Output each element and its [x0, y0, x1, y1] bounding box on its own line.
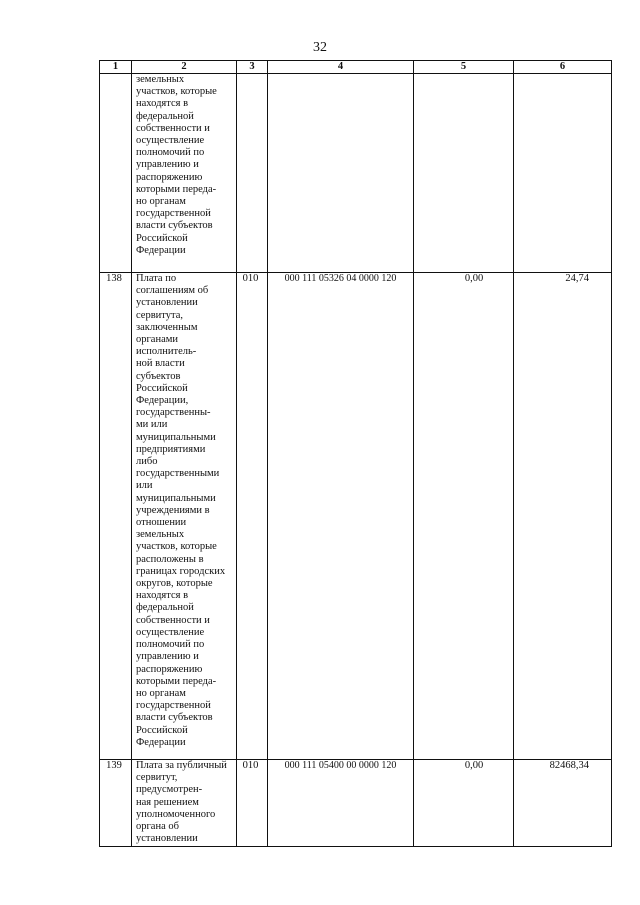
row-budget-code: 000 111 05326 04 0000 120: [268, 273, 414, 760]
row-value-col6: 24,74: [514, 273, 612, 760]
row-value-col6: 82468,34: [514, 760, 612, 847]
row-code-col3: 010: [237, 760, 268, 847]
row-name: земельных участков, которые находятся в федеральной собственности и осуществление полномочий по управлению и распоряжению которыми переда- но органам государственной власти субъектов Российской Федерации: [132, 74, 237, 273]
row-code-col3: [237, 74, 268, 273]
row-number: 138: [100, 273, 132, 760]
revenue-table: [99, 60, 612, 847]
row-number: 139: [100, 760, 132, 847]
table-row: [100, 74, 612, 273]
row-number: [100, 74, 132, 273]
row-value-col5: 0,00: [414, 760, 514, 847]
row-name: Плата по соглашениям об установлении сервитута, заключенным органами исполнитель- ной власти субъектов Российской Федерации, государственны- ми или муниципальными предприятиями либо государственными или муниципальными учреждениями в отношении земельных участков, которые расположены в границах городских округов, которые находятся в федеральной собственности и осуществление полномочий по управлению и распоряжению которыми переда- но органам государственной власти субъектов Российской Федерации: [132, 273, 237, 760]
header-col-6: 6: [514, 61, 612, 74]
row-value-col6: [514, 74, 612, 273]
table-row: [100, 760, 612, 847]
row-budget-code: 000 111 05400 00 0000 120: [268, 760, 414, 847]
header-row: [100, 61, 612, 74]
row-value-col5: [414, 74, 514, 273]
header-col-4: 4: [268, 61, 414, 74]
page-number: 32: [313, 40, 327, 55]
header-col-2: 2: [132, 61, 237, 74]
row-code-col3: 010: [237, 273, 268, 760]
row-name: Плата за публичный сервитут, предусмотрен- ная решением уполномоченного органа об установлении: [132, 760, 237, 847]
row-value-col5: 0,00: [414, 273, 514, 760]
table-row: [100, 273, 612, 760]
header-col-1: 1: [100, 61, 132, 74]
header-col-5: 5: [414, 61, 514, 74]
row-budget-code: [268, 74, 414, 273]
header-col-3: 3: [237, 61, 268, 74]
